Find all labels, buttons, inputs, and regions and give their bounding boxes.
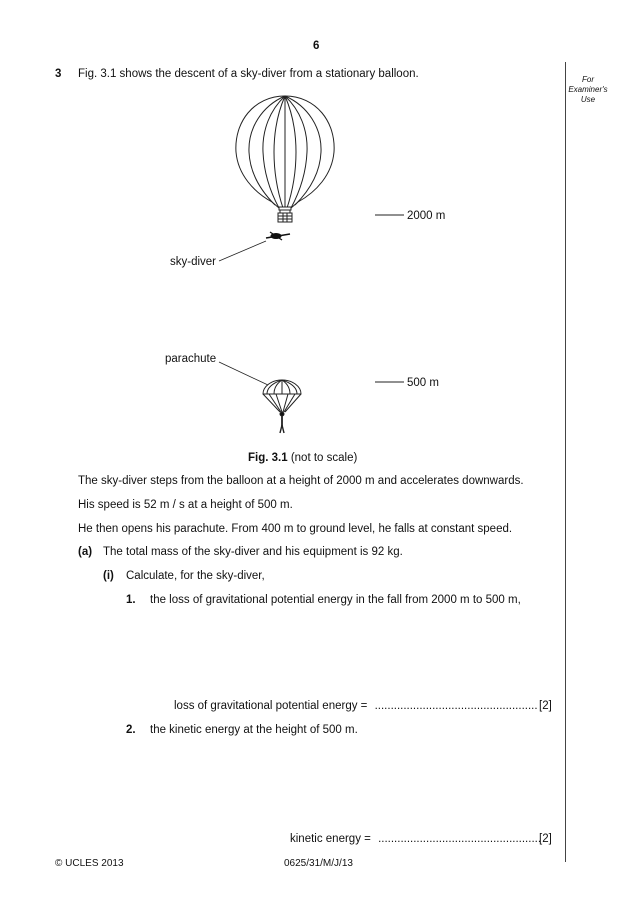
figure-caption: [248, 452, 357, 464]
question-number: 3: [55, 68, 62, 80]
item-2-answer-label: kinetic energy =: [290, 833, 371, 845]
item-1-answer-label: loss of gravitational potential energy =: [174, 700, 368, 712]
part-a-label: (a): [78, 546, 93, 558]
skydiver-freefall-icon: [266, 232, 290, 240]
label-2000m: 2000 m: [407, 210, 446, 222]
body-line-3: He then opens his parachute. From 400 m to ground level, he falls at constant speed.: [78, 523, 513, 535]
label-parachute: parachute: [165, 353, 217, 365]
item-1-text: the loss of gravitational potential energy in the fall from 2000 m to 500 m,: [150, 594, 521, 606]
body-line-1: The sky-diver steps from the balloon at a height of 2000 m and accelerates downwards.: [78, 475, 524, 487]
part-a-text: The total mass of the sky-diver and his equipment is 92 kg.: [103, 546, 403, 558]
item-2-answer-blank[interactable]: ...................................................: [378, 833, 542, 845]
item-2-label: 2.: [126, 724, 136, 736]
item-2-text: the kinetic energy at the height of 500 m.: [150, 724, 358, 736]
question-intro: Fig. 3.1 shows the descent of a sky-diver from a stationary balloon.: [78, 68, 419, 80]
footer-copyright: © UCLES 2013: [55, 858, 124, 869]
page-number: 6: [313, 40, 320, 52]
part-i-text: Calculate, for the sky-diver,: [126, 570, 265, 582]
parachute-icon: [263, 380, 301, 433]
hot-air-balloon-icon: [236, 96, 334, 222]
item-2-marks: [2]: [539, 833, 552, 845]
label-skydiver: sky-diver: [170, 256, 217, 268]
item-1-answer-line: [174, 700, 538, 712]
footer-paper-code: 0625/31/M/J/13: [284, 858, 353, 869]
parachute-leader-line: [219, 362, 268, 385]
item-1-label: 1.: [126, 594, 136, 606]
body-line-2: His speed is 52 m / s at a height of 500 m.: [78, 499, 293, 511]
caption-figure-number: Fig. 3.1: [248, 452, 288, 464]
caption-note: (not to scale): [290, 452, 358, 464]
item-1-answer-blank[interactable]: ...................................................: [374, 700, 538, 712]
part-i-label: (i): [103, 570, 114, 582]
skydiver-leader-line: [219, 241, 266, 261]
label-500m: 500 m: [407, 377, 439, 389]
item-2-answer-line: [290, 833, 541, 845]
examiner-use-note: For Examiner's Use: [568, 75, 608, 104]
item-1-marks: [2]: [539, 700, 552, 712]
